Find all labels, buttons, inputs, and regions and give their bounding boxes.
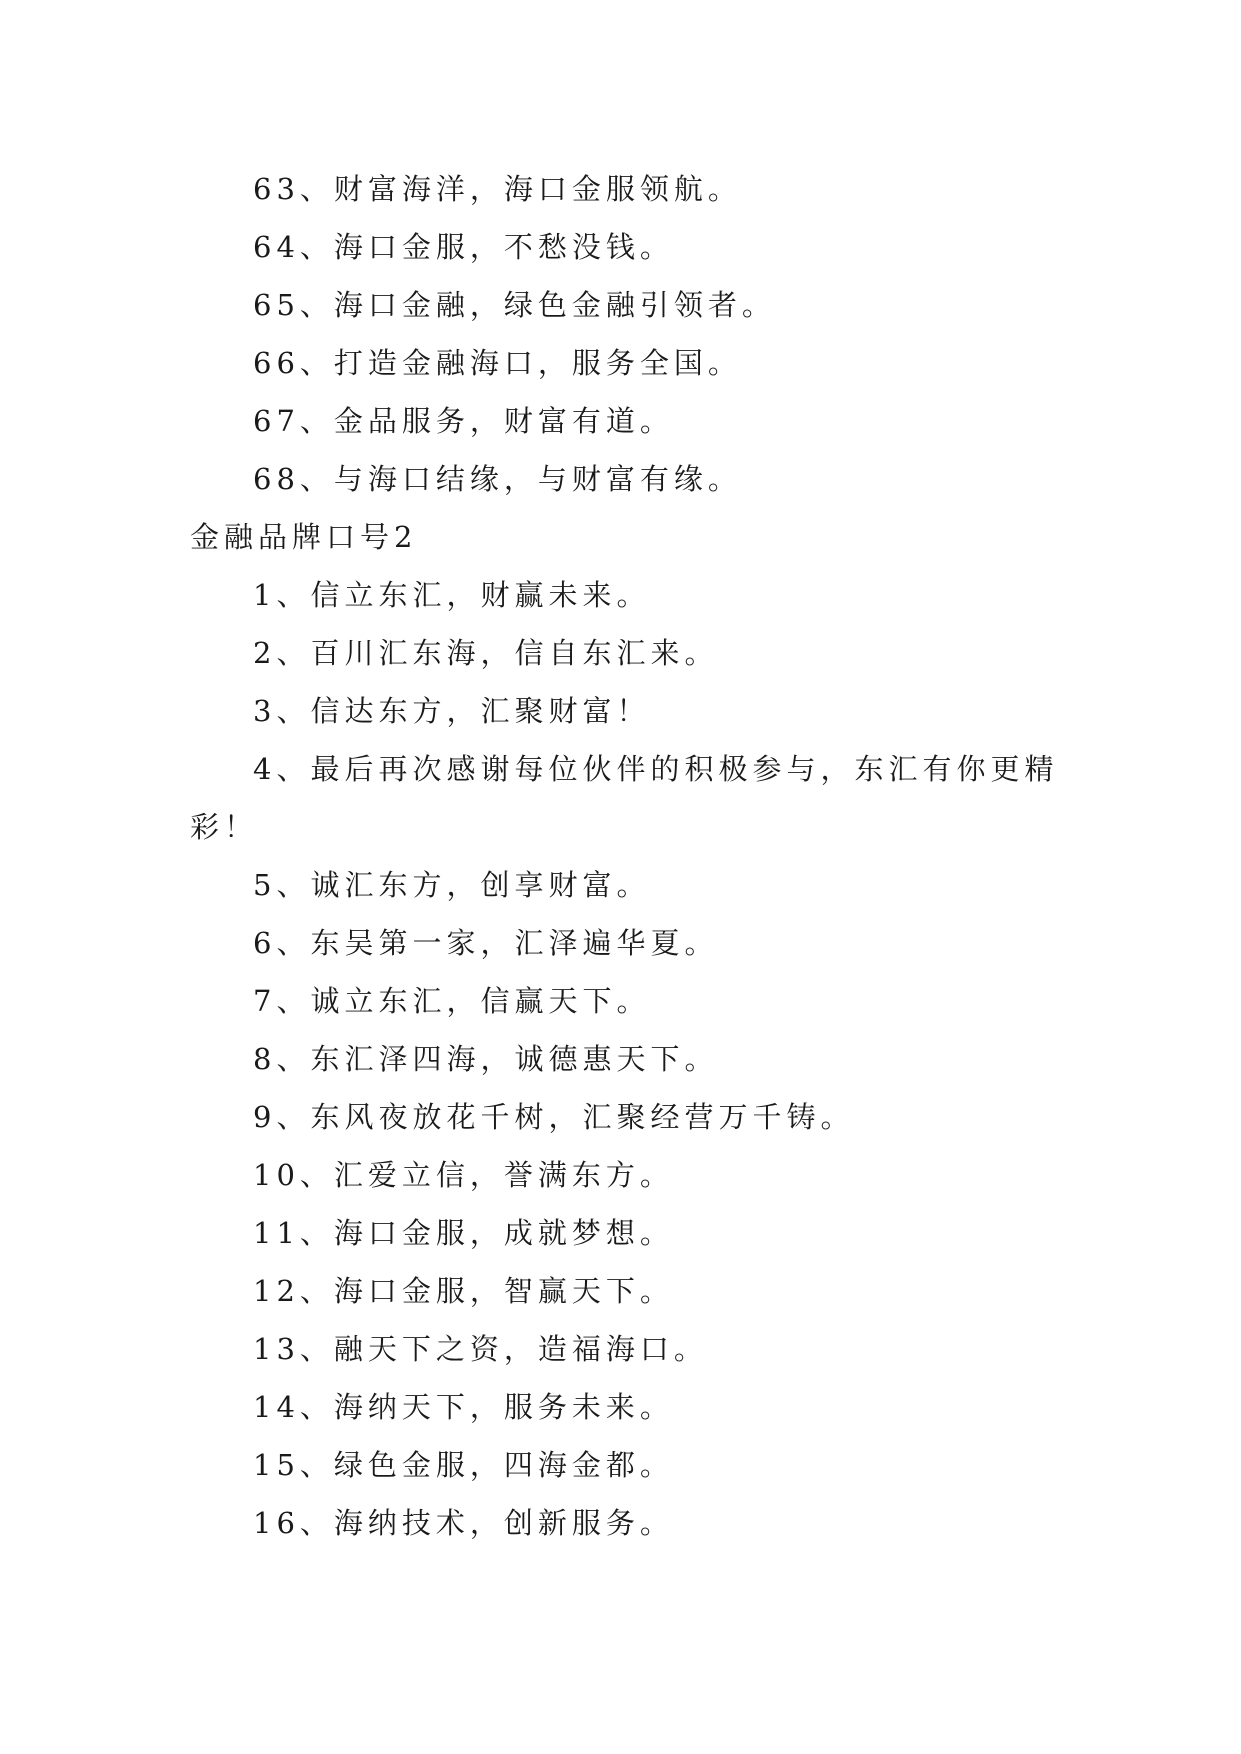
slogan-line: 16、海纳技术，创新服务。: [253, 1506, 674, 1540]
slogan-line: 7、诚立东汇，信赢天下。: [253, 984, 651, 1018]
slogan-line: 1、信立东汇，财赢未来。: [253, 578, 651, 612]
slogan-line: 68、与海口结缘，与财富有缘。: [253, 462, 742, 496]
slogan-line: 3、信达东方，汇聚财富！: [253, 694, 651, 728]
slogan-line: 65、海口金融，绿色金融引领者。: [253, 288, 776, 322]
slogan-line: 9、东风夜放花千树，汇聚经营万千铸。: [253, 1100, 855, 1134]
slogan-line: 15、绿色金服，四海金都。: [253, 1448, 674, 1482]
slogan-line: 13、融天下之资，造福海口。: [253, 1332, 708, 1366]
slogan-line: 11、海口金服，成就梦想。: [253, 1216, 674, 1250]
document-body: [190, 160, 1060, 1552]
slogan-line: 5、诚汇东方，创享财富。: [253, 868, 651, 902]
slogan-line: 64、海口金服，不愁没钱。: [253, 230, 674, 264]
slogan-line: 8、东汇泽四海，诚德惠天下。: [253, 1042, 719, 1076]
slogan-line: 12、海口金服，智赢天下。: [253, 1274, 674, 1308]
slogan-line-wrapped: 4、最后再次感谢每位伙伴的积极参与，东汇有你更精彩！: [190, 752, 1059, 844]
slogan-line: 14、海纳天下，服务未来。: [253, 1390, 674, 1424]
slogan-line: 2、百川汇东海，信自东汇来。: [253, 636, 719, 670]
slogan-line: 63、财富海洋，海口金服领航。: [253, 172, 742, 206]
slogan-line: 67、金品服务，财富有道。: [253, 404, 674, 438]
section-title: 金融品牌口号2: [190, 520, 418, 554]
slogan-line: 66、打造金融海口，服务全国。: [253, 346, 742, 380]
slogan-line: 6、东吴第一家，汇泽遍华夏。: [253, 926, 719, 960]
slogan-line: 10、汇爱立信，誉满东方。: [253, 1158, 674, 1192]
